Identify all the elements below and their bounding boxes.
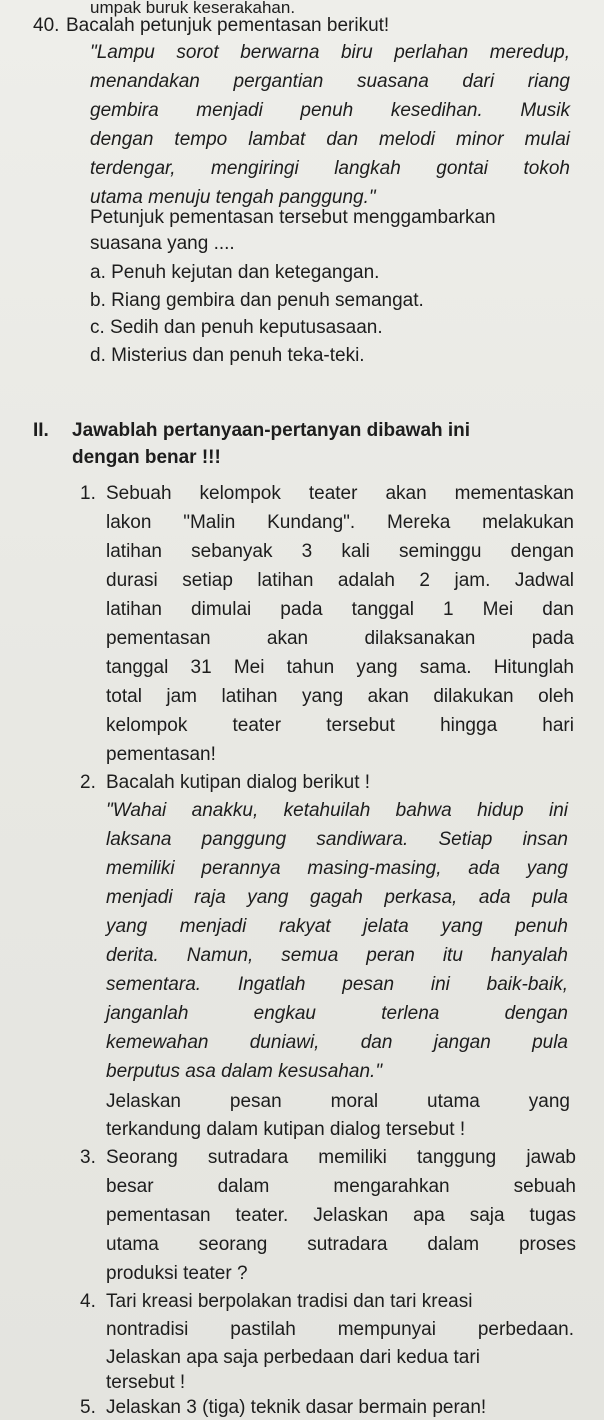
essay-4-line-4: tersebut !: [106, 1372, 186, 1393]
section-2-numeral: II.: [33, 420, 49, 441]
question-40-intro: Bacalah petunjuk pementasan berikut!: [66, 15, 390, 36]
essay-2-quote-line-7: sementara. Ingatlah pesan ini baik-baik,: [106, 974, 568, 995]
essay-1-line-9: kelompok teater tersebut hingga hari: [106, 715, 574, 736]
question-40-number: 40.: [33, 15, 60, 36]
essay-4-line-1: Tari kreasi berpolakan tradisi dan tari kreasi: [106, 1291, 473, 1312]
essay-1-line-10: pementasan!: [106, 744, 216, 765]
essay-2-quote-line-8: janganlah engkau terlena dengan: [106, 1003, 568, 1024]
essay-3-line-1: Seorang sutradara memiliki tanggung jawab: [106, 1147, 576, 1168]
q40-quote-line-5: terdengar, mengiringi langkah gontai tokoh: [90, 158, 570, 179]
essay-1-line-3: latihan sebanyak 3 kali seminggu dengan: [106, 541, 574, 562]
essay-5-number: 5.: [80, 1397, 96, 1418]
top-fragment-text: umpak buruk keserakahan.: [90, 0, 296, 17]
section-2-heading-line-2: dengan benar !!!: [72, 447, 221, 468]
q40-option-a: a. Penuh kejutan dan ketegangan.: [90, 262, 380, 283]
q40-question-line-1: Petunjuk pementasan tersebut menggambarkan: [90, 207, 496, 228]
essay-3-line-2: besar dalam mengarahkan sebuah: [106, 1176, 576, 1197]
essay-2-quote-line-6: derita. Namun, semua peran itu hanyalah: [106, 945, 568, 966]
essay-3-line-5: produksi teater ?: [106, 1263, 248, 1284]
essay-5-line-1: Jelaskan 3 (tiga) teknik dasar bermain peran!: [106, 1397, 487, 1418]
essay-2-quote-line-10: berputus asa dalam kesusahan.": [106, 1061, 383, 1082]
essay-1-line-8: total jam latihan yang akan dilakukan oleh: [106, 686, 574, 707]
q40-question-line-2: suasana yang ....: [90, 233, 235, 254]
essay-2-quote-line-4: menjadi raja yang gagah perkasa, ada pula: [106, 887, 568, 908]
essay-4-line-2: nontradisi pastilah mempunyai perbedaan.: [106, 1319, 574, 1340]
q40-quote-line-1: "Lampu sorot berwarna biru perlahan meredup,: [90, 42, 570, 63]
essay-2-number: 2.: [80, 772, 96, 793]
essay-2-after-line-1: Jelaskan pesan moral utama yang: [106, 1091, 570, 1112]
essay-1-line-7: tanggal 31 Mei tahun yang sama. Hitunglah: [106, 657, 574, 678]
q40-option-d: d. Misterius dan penuh teka-teki.: [90, 345, 365, 366]
essay-2-line-1: Bacalah kutipan dialog berikut !: [106, 772, 371, 793]
essay-2-after-line-2: terkandung dalam kutipan dialog tersebut !: [106, 1119, 466, 1140]
essay-1-line-6: pementasan akan dilaksanakan pada: [106, 628, 574, 649]
essay-1-line-1: Sebuah kelompok teater akan mementaskan: [106, 483, 574, 504]
q40-quote-line-4: dengan tempo lambat dan melodi minor mulai: [90, 129, 570, 150]
essay-2-quote-line-3: memiliki perannya masing-masing, ada yang: [106, 858, 568, 879]
essay-2-quote-line-2: laksana panggung sandiwara. Setiap insan: [106, 829, 568, 850]
q40-option-b: b. Riang gembira dan penuh semangat.: [90, 290, 424, 311]
q40-option-c: c. Sedih dan penuh keputusasaan.: [90, 317, 383, 338]
essay-1-line-5: latihan dimulai pada tanggal 1 Mei dan: [106, 599, 574, 620]
q40-quote-line-3: gembira menjadi penuh kesedihan. Musik: [90, 100, 570, 121]
essay-1-line-2: lakon "Malin Kundang". Mereka melakukan: [106, 512, 574, 533]
essay-3-number: 3.: [80, 1147, 96, 1168]
essay-3-line-4: utama seorang sutradara dalam proses: [106, 1234, 576, 1255]
essay-2-quote-line-1: "Wahai anakku, ketahuilah bahwa hidup ini: [106, 800, 568, 821]
essay-4-number: 4.: [80, 1291, 96, 1312]
essay-1-line-4: durasi setiap latihan adalah 2 jam. Jadwal: [106, 570, 574, 591]
essay-4-line-3: Jelaskan apa saja perbedaan dari kedua tari: [106, 1347, 480, 1368]
essay-2-quote-line-9: kemewahan duniawi, dan jangan pula: [106, 1032, 568, 1053]
q40-quote-line-2: menandakan pergantian suasana dari riang: [90, 71, 570, 92]
section-2-heading-line-1: Jawablah pertanyaan-pertanyan dibawah ini: [72, 420, 471, 441]
essay-3-line-3: pementasan teater. Jelaskan apa saja tugas: [106, 1205, 576, 1226]
q40-quote-line-6: utama menuju tengah panggung.": [90, 187, 376, 208]
essay-2-quote-line-5: yang menjadi rakyat jelata yang penuh: [106, 916, 568, 937]
essay-1-number: 1.: [80, 483, 96, 504]
